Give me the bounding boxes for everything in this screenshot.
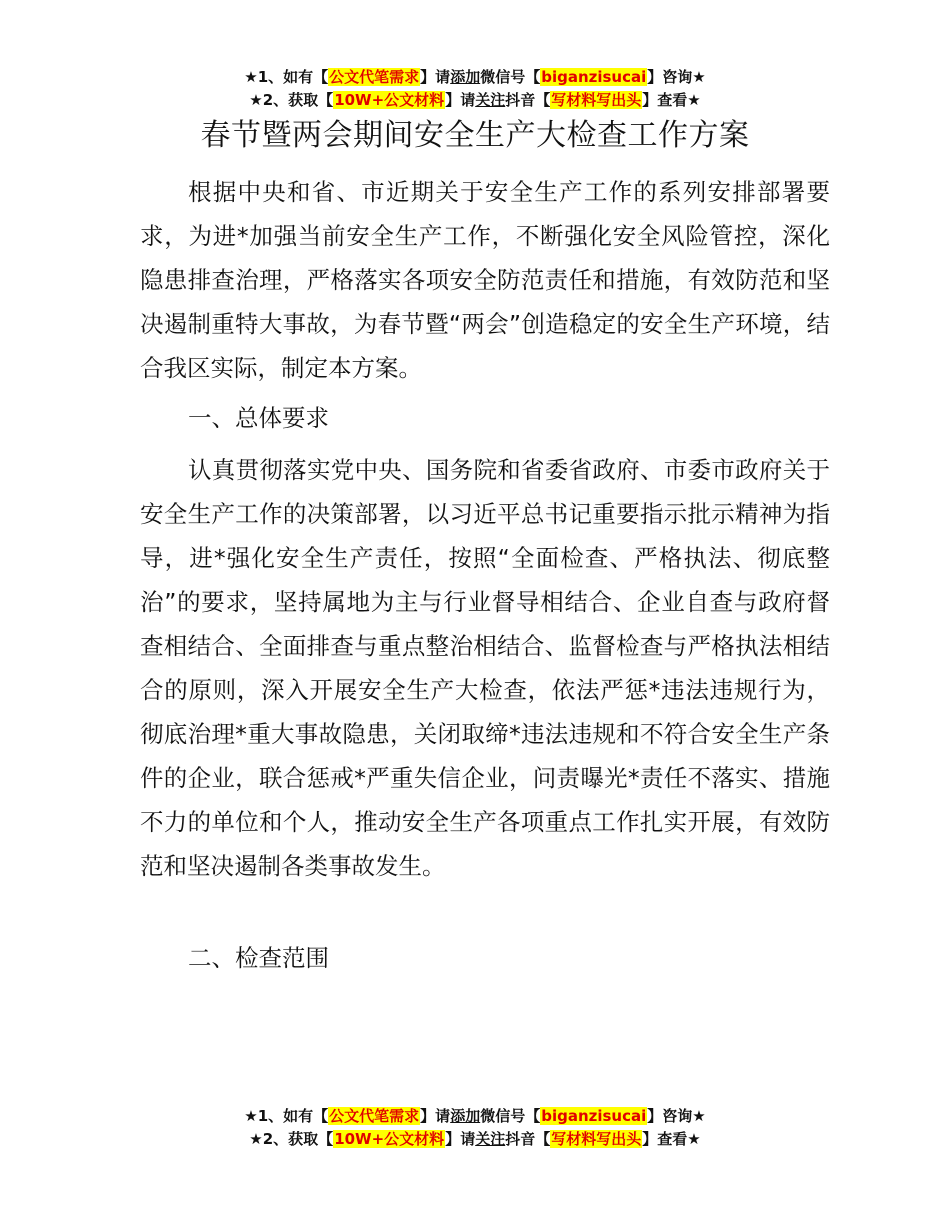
wechat-id: biganzisucai bbox=[541, 68, 647, 86]
highlight-text: 公文代笔需求 bbox=[329, 68, 420, 86]
banner-text: 】请 bbox=[445, 1130, 476, 1148]
heading-text: 二、检查范围 bbox=[188, 944, 329, 972]
banner-text: 】请 bbox=[445, 91, 476, 109]
douyin-id: 写材料写出头 bbox=[551, 91, 642, 109]
paragraph-text: 认真贯彻落实党中央、国务院和省委省政府、市委市政府关于安全生产工作的决策部署，以习近平总书记重要指示批示精神为指导，进*强化安全生产责任，按照“全面检查、严格执法、彻底整治”的要求，坚持属地为主与行业督导相结合、企业自查与政府督查相结合、全面排查与重点整治相结合、监督检查与严格执法相结合的原则，深入开展安全生产大检查，依法严惩*违法违规行为，彻底治理*重大事故隐患，关闭取缔*违法违规和不符合安全生产条件的企业，联合惩戒*严重失信企业，问责曝光*责任不落实、措施不力的单位和个人，推动安全生产各项重点工作扎实开展，有效防范和坚决遏制各类事故发生。 bbox=[140, 456, 830, 880]
wechat-id: biganzisucai bbox=[541, 1107, 647, 1125]
document-title: 春节暨两会期间安全生产大检查工作方案 bbox=[200, 118, 750, 153]
heading-text: 一、总体要求 bbox=[188, 404, 329, 432]
paragraph-text: 根据中央和省、市近期关于安全生产工作的系列安排部署要求，为进*加强当前安全生产工作，不断强化安全风险管控，深化隐患排查治理，严格落实各项安全防范责任和措施，有效防范和坚决遏制重特大事故，为春节暨“两会”创造稳定的安全生产环境，结合我区实际，制定本方案。 bbox=[140, 178, 830, 382]
banner-text: 抖音【 bbox=[505, 91, 551, 109]
banner-text: 关注 bbox=[475, 91, 506, 109]
highlight-text: 10W+公文材料 bbox=[334, 91, 445, 109]
banner-text: ★2、获取【 bbox=[249, 91, 334, 109]
banner-text: 】咨询★ bbox=[647, 1107, 706, 1125]
banner-text: 】查看★ bbox=[642, 91, 701, 109]
section-body-1 bbox=[140, 448, 830, 888]
douyin-id: 写材料写出头 bbox=[551, 1130, 642, 1148]
banner-text: 微信号【 bbox=[480, 1107, 541, 1125]
banner-text: 添加 bbox=[450, 1107, 481, 1125]
banner-line-2 bbox=[0, 1128, 950, 1151]
banner-text: ★1、如有【 bbox=[244, 1107, 329, 1125]
banner-line-1 bbox=[0, 1105, 950, 1128]
banner-text: 】请 bbox=[420, 1107, 451, 1125]
highlight-text: 公文代笔需求 bbox=[329, 1107, 420, 1125]
banner-text: ★2、获取【 bbox=[249, 1130, 334, 1148]
highlight-text: 10W+公文材料 bbox=[334, 1130, 445, 1148]
banner-text: 抖音【 bbox=[505, 1130, 551, 1148]
banner-text: 添加 bbox=[450, 68, 481, 86]
intro-paragraph bbox=[140, 170, 830, 390]
banner-line-2 bbox=[0, 89, 950, 112]
banner-text: 】请 bbox=[420, 68, 451, 86]
footer-banner bbox=[0, 1105, 950, 1151]
banner-text: 】查看★ bbox=[642, 1130, 701, 1148]
section-heading-2 bbox=[140, 936, 830, 980]
banner-text: 微信号【 bbox=[480, 68, 541, 86]
banner-text: 】咨询★ bbox=[647, 68, 706, 86]
banner-line-1 bbox=[0, 66, 950, 89]
banner-text: 关注 bbox=[475, 1130, 506, 1148]
banner-text: ★1、如有【 bbox=[244, 68, 329, 86]
section-heading-1 bbox=[140, 396, 830, 440]
header-banner bbox=[0, 66, 950, 112]
